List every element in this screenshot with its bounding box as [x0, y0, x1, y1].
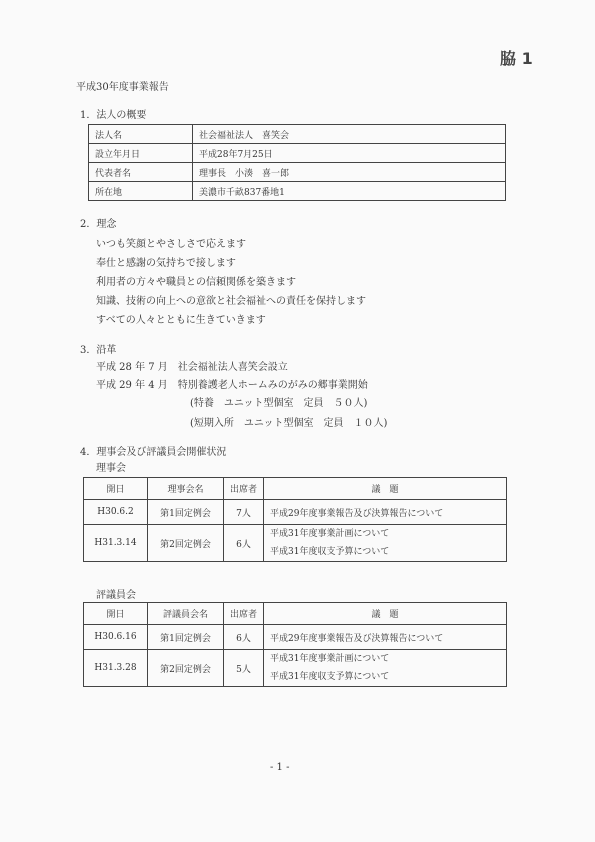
meeting-topics	[264, 525, 507, 562]
page-number: - 1 -	[270, 762, 290, 773]
council-header-row	[84, 603, 507, 625]
meeting-attendance: 6人	[224, 525, 264, 562]
meeting-attendance: 5人	[224, 650, 264, 687]
meeting-name: 第1回定例会	[148, 625, 224, 650]
table-row	[84, 500, 507, 525]
philosophy-line: いつも笑顔とやさしさで応えます	[96, 239, 246, 250]
board-table	[83, 477, 507, 562]
overview-row	[89, 125, 506, 144]
meeting-date: H31.3.14	[84, 525, 148, 562]
overview-value: 理事長 小湊 喜一郎	[193, 163, 506, 182]
column-header: 議 題	[264, 603, 507, 625]
meeting-topic: 平成29年度事業報告及び決算報告について	[264, 625, 507, 650]
overview-value: 美濃市千畝837番地1	[193, 182, 506, 201]
overview-row	[89, 144, 506, 163]
column-header: 出席者	[224, 478, 264, 500]
philosophy-line: 奉仕と感謝の気持ちで接します	[96, 258, 236, 269]
board-label: 理事会	[96, 463, 126, 474]
history-detail: (短期入所 ユニット型個室 定員 １０人)	[190, 418, 388, 429]
section-4-heading: 4．理事会及び評議員会開催状況	[80, 447, 227, 458]
meeting-attendance: 7人	[224, 500, 264, 525]
meeting-date: H30.6.16	[84, 625, 148, 650]
column-header: 開日	[84, 603, 148, 625]
section-2-heading: 2．理念	[80, 219, 117, 230]
board-header-row	[84, 478, 507, 500]
document-title: 平成30年度事業報告	[76, 82, 169, 93]
overview-value: 社会福祉法人 喜笑会	[193, 125, 506, 144]
column-header: 出席者	[224, 603, 264, 625]
column-header: 評議員会名	[148, 603, 224, 625]
philosophy-line: 利用者の方々や職員との信頼関係を築きます	[96, 277, 296, 288]
history-line: 平成 28 年 7 月 社会福祉法人喜笑会設立	[96, 362, 288, 373]
council-label: 評議員会	[96, 590, 136, 601]
column-header: 理事会名	[148, 478, 224, 500]
table-row	[84, 650, 507, 687]
meeting-date: H30.6.2	[84, 500, 148, 525]
meeting-name: 第2回定例会	[148, 525, 224, 562]
table-row	[84, 625, 507, 650]
section-3-heading: 3．沿革	[80, 345, 117, 356]
history-detail: (特養 ユニット型個室 定員 ５０人)	[190, 398, 368, 409]
meeting-topic: 平成31年度事業計画について	[270, 654, 390, 664]
meeting-name: 第1回定例会	[148, 500, 224, 525]
meeting-topic: 平成31年度事業計画について	[270, 529, 390, 539]
council-table	[83, 602, 507, 687]
meeting-topic: 平成29年度事業報告及び決算報告について	[264, 500, 507, 525]
overview-label: 法人名	[89, 125, 193, 144]
attachment-stamp: 脇 1	[500, 49, 533, 68]
overview-label: 所在地	[89, 182, 193, 201]
overview-row	[89, 182, 506, 201]
meeting-topic: 平成31年度収支予算について	[270, 672, 390, 682]
column-header: 議 題	[264, 478, 507, 500]
section-1-heading: 1．法人の概要	[80, 110, 147, 121]
meeting-date: H31.3.28	[84, 650, 148, 687]
table-row	[84, 525, 507, 562]
meeting-attendance: 6人	[224, 625, 264, 650]
meeting-topic: 平成31年度収支予算について	[270, 547, 390, 557]
overview-value: 平成28年7月25日	[193, 144, 506, 163]
meeting-topics	[264, 650, 507, 687]
overview-row	[89, 163, 506, 182]
philosophy-line: 知識、技術の向上への意欲と社会福祉への責任を保持します	[96, 296, 366, 307]
column-header: 開日	[84, 478, 148, 500]
overview-label: 設立年月日	[89, 144, 193, 163]
meeting-name: 第2回定例会	[148, 650, 224, 687]
philosophy-line: すべての人々とともに生きていきます	[96, 315, 266, 326]
overview-label: 代表者名	[89, 163, 193, 182]
overview-table	[88, 124, 506, 201]
history-line: 平成 29 年 4 月 特別養護老人ホームみのがみの郷事業開始	[96, 380, 368, 391]
